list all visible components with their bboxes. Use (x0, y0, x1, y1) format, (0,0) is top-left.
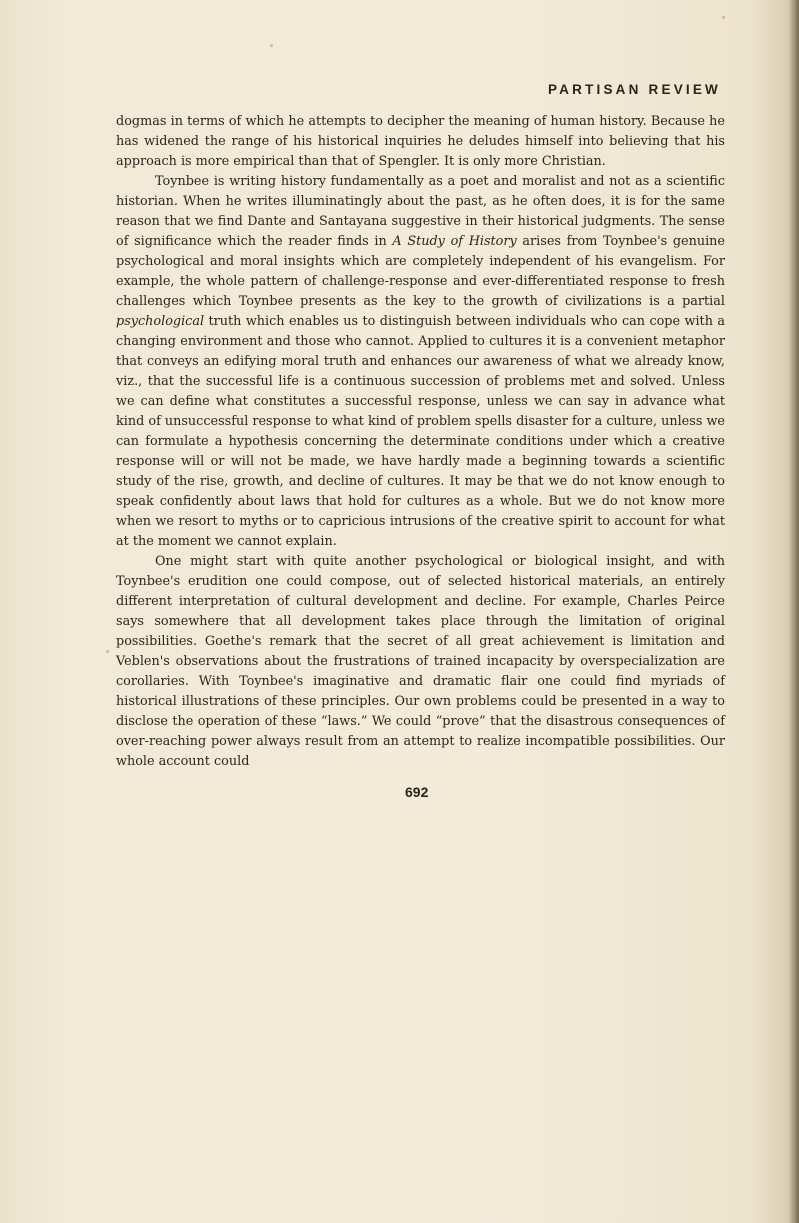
paragraph-2 (116, 172, 725, 552)
text-segment: truth which enables us to distinguish between individuals who can cope with a changing environment and those who cannot. Applied to cultures it is a convenient metaphor that conveys an edifying moral truth and enhances our awareness of what we already know, viz., that the successful life is a continuous succession of problems met and solved. Unless we can define what constitutes a successful response, unless we can say in advance what kind of unsuccessful response to what kind of problem spells disaster for a culture, unless we can formulate a hypothesis concerning the determinate conditions under which a creative response will or will not be made, we have hardly made a beginning towards a scientific study of the rise, growth, and decline of cultures. It may be that we do not know enough to speak confidently about laws that hold for cultures as a whole. But we do not know more when we resort to myths or to capricious intrusions of the creative spirit to account for what at the moment we cannot explain. (116, 314, 725, 549)
emphasis-italic: psychological (116, 314, 205, 329)
paragraph-1 (116, 112, 725, 172)
book-title-italic: A Study of History (392, 234, 517, 249)
page-spine-shadow (789, 0, 799, 1223)
paper-speck (270, 44, 273, 47)
text-segment: dogmas in terms of which he attempts to decipher the meaning of human history. Because he has widened the range of his historical inquiries he deludes himself into believing that his approach is more empirical than that of Spengler. It is only more Christian. (116, 114, 725, 169)
paper-speck (106, 650, 109, 653)
paragraph-3 (116, 552, 725, 772)
text-segment: arises from Toynbee's genuine psychological and moral insights which are completely independent of his evangelism. For example, the whole pattern of challenge-response and ever-differentiated response to fresh challenges which Toynbee presents as the key to the growth of civilizations is a partial (116, 234, 725, 309)
body-text (116, 112, 725, 772)
running-head: PARTISAN REVIEW (547, 82, 721, 97)
text-segment: Toynbee is writing history fundamentally as a poet and moralist and not as a scientific historian. When he writes illuminatingly about the past, as he often does, it is for the same reason that we find Dante and Santayana suggestive in their historical judgments. The sense of significance which the reader finds in (116, 174, 725, 249)
text-segment: One might start with quite another psychological or biological insight, and with Toynbee's erudition one could compose, out of selected historical materials, an entirely different interpretation of cultural development and decline. For example, Charles Peirce says somewhere that all development takes place through the limitation of original possibilities. Goethe's remark that the secret of all great achievement is limitation and Veblen's observations about the frustrations of trained incapacity by overspecialization are corollaries. With Toynbee's imaginative and dramatic flair one could find myriads of historical illustrations of these principles. Our own problems could be presented in a way to disclose the operation of these “laws.” We could “prove” that the disastrous consequences of over-reaching power always result from an attempt to realize incompatible possibilities. Our whole account could (116, 554, 725, 769)
page-number: 692 (405, 784, 429, 800)
paper-speck (722, 16, 725, 19)
